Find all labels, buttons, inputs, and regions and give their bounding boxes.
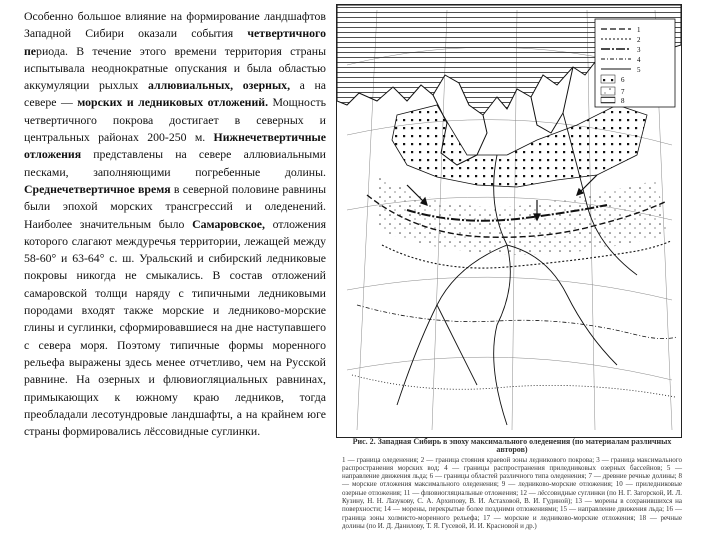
legend-number: 1 — [637, 26, 641, 34]
text-run: представлены на севере аллювиальными песками, заполняющими погребенные долины. — [24, 147, 326, 179]
legend-number: 3 — [637, 46, 641, 54]
legend-number: 7 — [621, 88, 625, 96]
legend-number: 2 — [637, 36, 641, 44]
text-run: в северной половине равнины были эпохой морских трансгрессий и оледенений. Наиболее значительным было — [24, 181, 326, 231]
body-paragraph — [24, 8, 326, 440]
text-run: Мощность четвертичного покрова достигает в северных и центральных районах 200-250 м. — [24, 95, 326, 145]
caption-body: 1 — граница оледенения; 2 — граница стояния краевой зоны ледникового покрова; 3 — граница максимального распространения морских вод; 4 — границы распространения приледниковых озерных бассейнов; 5 — направление движения льда; 6 — границы областей различного типа оледенения; 7 — древние речные долины; 8 — морские отложения максимального оледенения; 9 — ледниково-морские отложения; 10 — приледниковые озерные отложения; 11 — флювиогляциальные отложения; 12 — лёссовидные суглинки (по Н. Г. Загорской, И. Л. Кузину, Н. Н. Лазукову, С. А. Архипову, В. И. Астаховой, В. И. Гудиной); 13 — морены в сохранившихся на поверхности; 14 — морены, перекрытые более поздними отложениями; 15 — направление движения льда; 16 — граница зоны холмисто-моренного рельефа; 17 — морские и ледниково-морские отложения; 18 — речные долины (по И. Д. Данилову, Т. Я. Гусевой, И. И. Красновой и др.) — [342, 455, 682, 530]
term-marine-glacial: морских и ледниковых отложений. — [77, 95, 269, 110]
west-siberia-glaciation-map — [337, 5, 681, 437]
term-quaternary: четвертичного пе — [24, 26, 326, 58]
map-legend — [595, 19, 675, 107]
text-run: риода. В течение этого времени территория страны испытывала неоднократные опускания и была областью аккумуляции рыхлых — [24, 43, 326, 93]
legend-number: 8 — [621, 97, 625, 105]
term-alluvial: аллювиальных, озерных, — [148, 78, 291, 93]
term-middle-quaternary: Среднечетвертичное время — [24, 181, 171, 196]
marine-deposits — [392, 105, 647, 187]
term-lower-quaternary: Нижнечетвертичные отложения — [24, 130, 326, 162]
term-samarovo: Самаровское, — [192, 216, 265, 231]
lake-basin-boundary — [357, 305, 677, 339]
text-run: отложения которого слагают междуречья территории, лежащей между 58-60° и 63-64° с. ш. Уральский и сибирский ледниковые покровы никогда не смыкались. В состав отложений самаровской толщи наряду с типичными ледниковыми породами входят также морские и ледниково-морские глины и суглинки, сформировавшиеся на дне наступавшего с севера моря. Поэтому типичные формы моренного рельефа выражены здесь менее отчетливо, чем на Русской равнине. На озерных и флювиогляциальных равнинах, примыкающих к южному краю ледников, тогда преобладали лесотундровые ландшафты, а на крайнем юге страны формировались лёссовидные суглинки. — [24, 216, 326, 439]
figure-caption — [342, 438, 682, 530]
legend-number: 4 — [637, 56, 641, 64]
legend-number: 5 — [637, 66, 641, 74]
glacial-marine-deposits — [377, 175, 667, 255]
body-text — [24, 8, 326, 440]
caption-title: Рис. 2. Западная Сибирь в эпоху максимального оледенения (по материалам различных авторов) — [352, 437, 672, 455]
text-run: а на севере — — [24, 78, 326, 110]
map-figure — [336, 4, 682, 438]
text-run: Особенно большое влияние на формирование ландшафтов Западной Сибири оказали события — [24, 9, 326, 41]
legend-number: 6 — [621, 76, 625, 84]
